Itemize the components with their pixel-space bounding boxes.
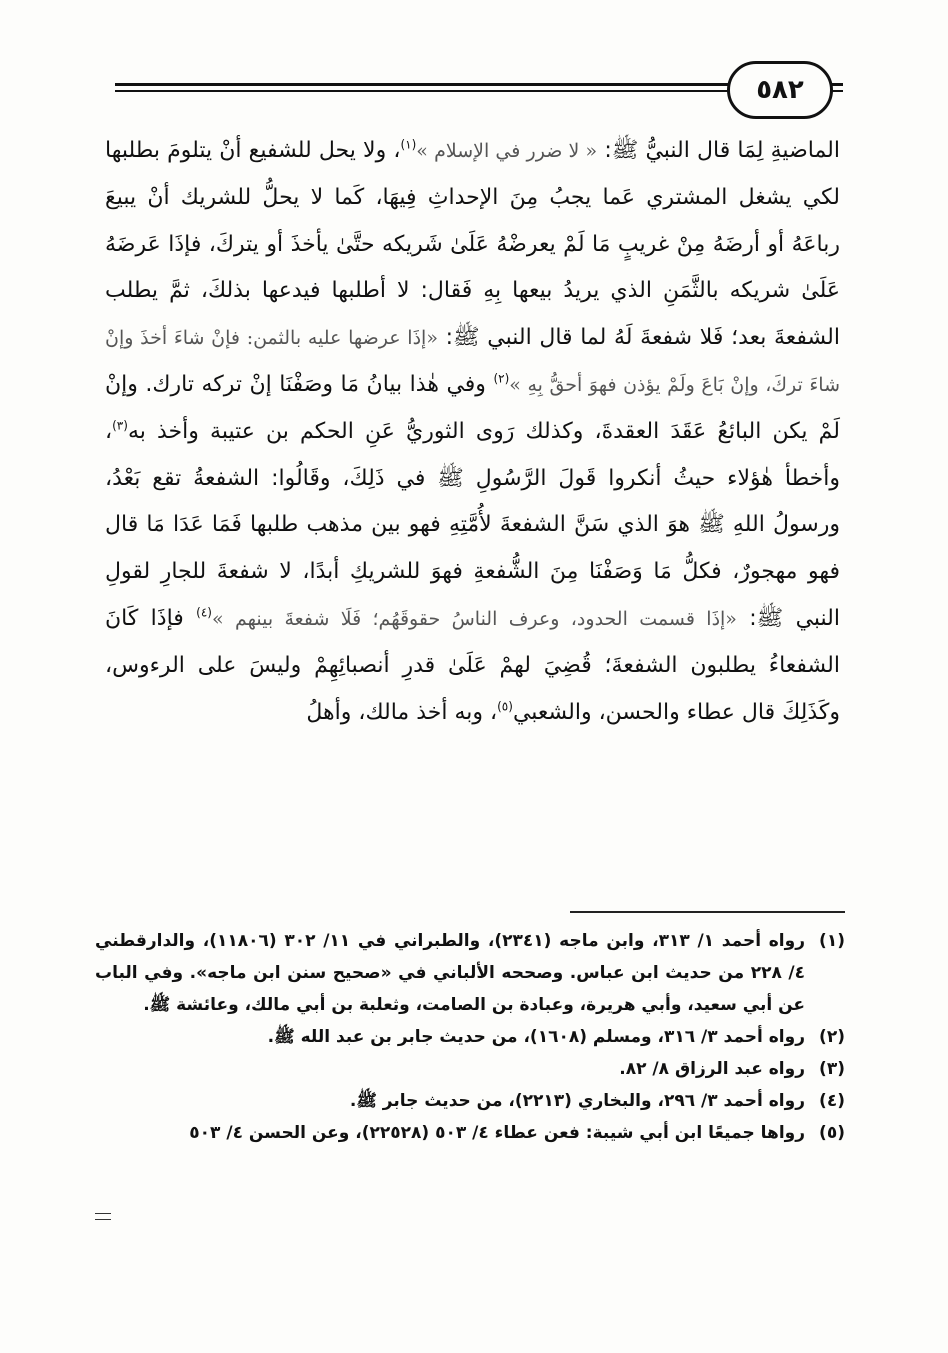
text-run: ، وبه أخذ مالك، وأهلُ bbox=[306, 699, 498, 725]
footnote bbox=[95, 1117, 845, 1149]
footnote-text: رواه أحمد ١/ ٣١٣، وابن ماجه (٢٣٤١)، والطبراني في ١١/ ٣٠٢ (١١٨٠٦)، والدارقطني ٤/ ٢٢٨ من حديث ابن عباس. وصححه الألباني في «صحيح سنن ابن ماجه». وفي الباب عن أبي سعيد، وأبي هريرة، وعبادة بن الصامت، وثعلبة بن أبي مالك، وعائشة ﷺ. bbox=[95, 931, 805, 1015]
footnote-text: رواه أحمد ٣/ ٣١٦، ومسلم (١٦٠٨)، من حديث جابر بن عبد الله ﷺ. bbox=[267, 1027, 805, 1047]
footnote-number: (٥) bbox=[819, 1123, 845, 1143]
main-paragraph bbox=[105, 128, 840, 736]
footnote-number: (٣) bbox=[819, 1059, 845, 1079]
header-rule-thin bbox=[115, 90, 828, 92]
footnote-text: رواها جميعًا ابن أبي شيبة: فعن عطاء ٤/ ٥٠٣ (٢٢٥٢٨)، وعن الحسن ٤/ ٥٠٣ bbox=[189, 1123, 805, 1143]
footnotes bbox=[95, 925, 845, 1149]
header-rule bbox=[115, 83, 828, 86]
footnote-divider bbox=[570, 911, 845, 913]
hadith-quote: «إذَا قسمت الحدود، وعرف الناسُ حقوقَهُم؛ فَلَا شفعةَ بينهم » bbox=[211, 607, 737, 630]
footnote-ref: (٤) bbox=[196, 605, 212, 620]
footnote bbox=[95, 1053, 845, 1085]
footnote bbox=[95, 1085, 845, 1117]
footnote-number: (١) bbox=[819, 931, 845, 951]
footnote-number: (٢) bbox=[819, 1027, 845, 1047]
footnote-text: رواه أحمد ٣/ ٢٩٦، والبخاري (٢٢١٣)، من حديث جابر ﷺ. bbox=[349, 1091, 805, 1111]
footnote-ref: (١) bbox=[400, 137, 417, 152]
footnote bbox=[95, 1021, 845, 1053]
footnote-ref: (٥) bbox=[497, 699, 513, 714]
text-run: الماضيةِ لِمَا قال النبيُّ ﷺ: bbox=[597, 138, 840, 163]
hadith-quote: «إذَا عرضها عليه بالثمن: فإنْ شاءَ أخذَ وإنْ شاءَ تركَ، وإنْ بَاعَ ولَمْ يؤذن فهوَ أحقُّ بِهِ » bbox=[105, 327, 840, 396]
hadith-quote: « لا ضرر في الإسلام » bbox=[416, 140, 598, 162]
footnote-ref: (٢) bbox=[493, 371, 510, 386]
footnote-number: (٤) bbox=[819, 1091, 845, 1111]
text-run: فإذَا كَانَ الشفعاءُ يطلبون الشفعةَ؛ قُضِيَ لهمْ عَلَىٰ قدرِ أنصبائِهِمْ وليسَ على الرءوس، وكَذَلِكَ قال عطاء والحسن، والشعبي bbox=[105, 605, 840, 725]
text-run: ، ولا يحل للشفيع أنْ يتلومَ بطلبها لكي يشغل المشتري عَما يجبُ مِنَ الإحداثِ فِيهَا، كَما لا يحلُّ للشريك أنْ يبيعَ رباعَهُ أو أرضَهُ مِنْ غريبٍ مَا لَمْ يعرضْهُ عَلَىٰ شَريكه حتَّىٰ يأخذَ أو يتركَ، فإذَا عَرضَهُ عَلَىٰ شريكه بالثَّمَنِ الذي يريدُ بيعها بِهِ فَقال: لا أطلبها فيدعها بذلكَ، ثمَّ يطلب الشفعةَ بعد؛ فَلا شفعةَ لَهُ لما قال النبي ﷺ: bbox=[105, 138, 840, 351]
text-run: وفي هٰذا بيانُ مَا وصَفْنَا إنْ تركه تارك. وإنْ لَمْ يكن البائعُ عَقَدَ العقدةَ، وكذلك رَوى الثوريُّ عَنِ الحكم بن عتيبة وأخذ به bbox=[105, 371, 840, 444]
footnote bbox=[95, 925, 845, 1021]
footnote-ref: (٣) bbox=[112, 418, 128, 433]
continuation-mark bbox=[95, 1213, 111, 1220]
footnote-text: رواه عبد الرزاق ٨/ ٨٢. bbox=[619, 1059, 805, 1079]
page-number: ٥٨٢ bbox=[727, 61, 833, 119]
text-run: ، وأخطأ هٰؤلاء حيثُ أنكروا قَولَ الرَّسُولِ ﷺ في ذَلِكَ، وقَالُوا: الشفعةُ تقع بَعْدُ، ورسولُ اللهِ ﷺ هوَ الذي سَنَّ الشفعةَ لأُمَّتِهِ فهو بين مذهب طلبها فَمَا عَدَا مَا قال فهو مهجورٌ، فكلُّ مَا وَصَفْنَا مِنَ الشُّفعةِ فهوَ للشريكِ أبدًا، لا شفعةَ للجارِ لقولِ النبي ﷺ: bbox=[105, 418, 841, 631]
main-text bbox=[105, 128, 840, 736]
page-header bbox=[0, 55, 948, 115]
